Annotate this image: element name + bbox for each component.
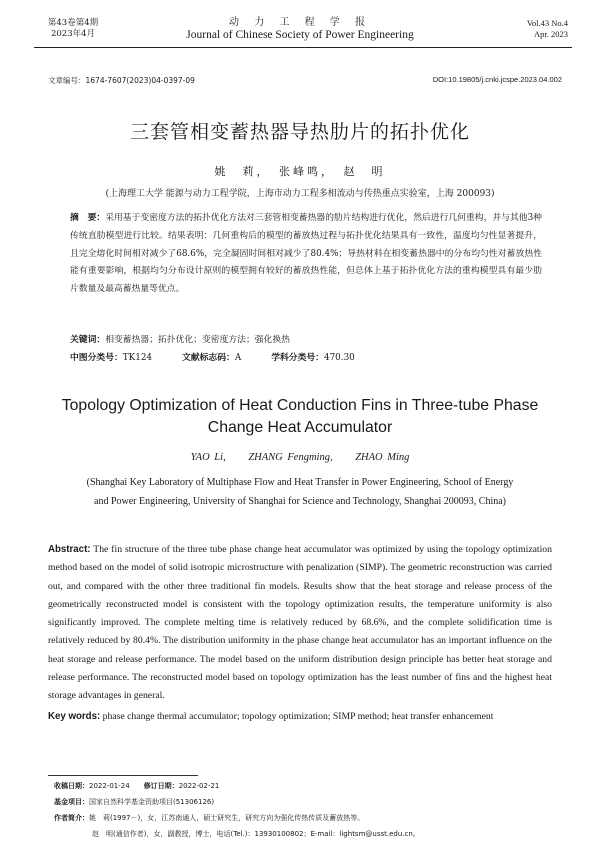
abstract-en: [48, 541, 552, 706]
author-bio-label: 作者简介：: [54, 814, 89, 822]
date-cn: 2023年4月: [50, 29, 96, 39]
author-bio-text: 姚 莉(1997－)，女，江苏南通人，硕士研究生，研究方向为强化传热传质及蓄放热等。: [89, 814, 365, 822]
journal-issue-cn: [38, 18, 108, 40]
received-date: 2022-01-24: [89, 782, 130, 790]
footnote-dates: [54, 781, 554, 791]
subject-code-value: 470.30: [323, 353, 355, 363]
abstract-en-label: Abstract:: [48, 544, 91, 555]
abstract-cn-text: 采用基于变密度方法的拓扑优化方法对三套管相变蓄热器的肋片结构进行优化，然后进行几何重构，并与其他3种传统直肋模型进行比较。结果表明：几何重构后的模型的蓄放热过程与拓扑优化结果具有一致性，温度均匀性显著提升，且完全熔化时间相对减少了68.6%，完全凝固时间相对减少了80.4%；导热材料在相变蓄热器中的分布均匀性对蓄放热性能有重要影响，根据均匀分布设计原则的模型拥有较好的蓄放热性能，但总体上基于拓扑优化方法的重构模型具有最少肋片数量及最高蓄热量等优点。: [70, 213, 542, 295]
author-en: ZHAO Ming: [355, 452, 410, 463]
subject-code-label: 学科分类号：: [271, 353, 324, 363]
abstract-cn-label: 摘 要：: [70, 213, 106, 223]
keywords-en-label: Key words:: [48, 711, 101, 722]
footnote-rule: [48, 775, 198, 776]
paper-title-en: Topology Optimization of Heat Conduction Fins in Three-tube Phase Change Heat Accumulator: [61, 397, 539, 436]
doi: DOI:10.19805/j.cnki.jcspe.2023.04.002: [432, 75, 562, 84]
header-rule: [34, 47, 572, 48]
footnote-author: [54, 813, 554, 823]
date-en: Apr. 2023: [534, 29, 568, 39]
author-en: YAO Li,: [190, 452, 226, 463]
journal-name-cn: 动 力 工 程 学 报: [229, 17, 371, 28]
classification-line: [70, 350, 542, 363]
received-label: 收稿日期：: [54, 782, 89, 790]
abstract-cn: [70, 210, 542, 299]
clc-label: 中图分类号：: [70, 353, 123, 363]
doc-code-value: A: [234, 353, 242, 363]
keywords-cn-label: 关键词：: [70, 335, 106, 345]
keywords-cn: [70, 332, 542, 345]
footnote-corresponding: 赵 明(通信作者)，女，副教授，博士，电话(Tel.)：13930100802；E-mail：lightsm@usst.edu.cn。: [92, 830, 420, 838]
affiliation-cn: (上海理工大学 能源与动力工程学院，上海市动力工程多相流动与传热重点实验室，上海 200093): [105, 189, 495, 199]
authors-en: [0, 452, 600, 463]
keywords-en: [48, 708, 552, 725]
revised-date: 2022-02-21: [178, 782, 220, 790]
author-en: ZHANG Fengming,: [248, 452, 333, 463]
fund-label: 基金项目：: [54, 798, 89, 806]
clc-value: TK124: [122, 353, 153, 363]
abstract-en-text: The fin structure of the three tube phase change heat accumulator was optimized by using the topology optimization method based on the model of solid isotropic microstructure with penalization (SIMP). The geometric reconstruction was carried out, and compared with the other three traditional fin models. Results show that the heat storage and release process of the geometrically reconstructed model is consistent with the topology optimization results, the temperature uniformity is also significantly improved. The complete melting time is relatively reduced by 68.6%, and the complete solidification time is relatively reduced by 80.4%. The distribution uniformity in the phase change heat accumulator has an important influence on the heat storage and release performance. The model based on the uniform distribution design principle has better heat storage and release performance. The reconstructed model based on topology optimization has the least number of fins and the highest heat storage advantages in general.: [48, 544, 552, 702]
journal-name-en: Journal of Chinese Society of Power Engineering: [186, 29, 414, 41]
paper-title-cn: 三套管相变蓄热器导热肋片的拓扑优化: [129, 121, 470, 143]
doc-code-label: 文献标志码：: [182, 353, 235, 363]
revised-label: 修订日期：: [143, 782, 179, 790]
journal-name: [140, 16, 460, 42]
authors-cn: 姚 莉， 张峰鸣， 赵 明: [214, 165, 386, 178]
volume-issue-en: Vol.43 No.4: [526, 18, 568, 28]
footnote-fund: [54, 797, 554, 807]
keywords-en-text: phase change thermal accumulator; topology optimization; SIMP method; heat transfer enhancement: [100, 711, 494, 722]
volume-issue-cn: 第43卷第4期: [47, 18, 99, 28]
affiliation-en: (Shanghai Key Laboratory of Multiphase Flow and Heat Transfer in Power Engineering, School of Energy and Power Engineering, University of Shanghai for Science and Technology, Shanghai 200093, China): [86, 477, 514, 507]
journal-issue-en: [527, 18, 568, 40]
fund-text: 国家自然科学基金资助项目(51306126): [89, 798, 215, 806]
article-number: 文章编号：1674-7607(2023)04-0397-09: [48, 76, 195, 85]
keywords-cn-text: 相变蓄热器；拓扑优化；变密度方法；强化换热: [105, 335, 290, 345]
